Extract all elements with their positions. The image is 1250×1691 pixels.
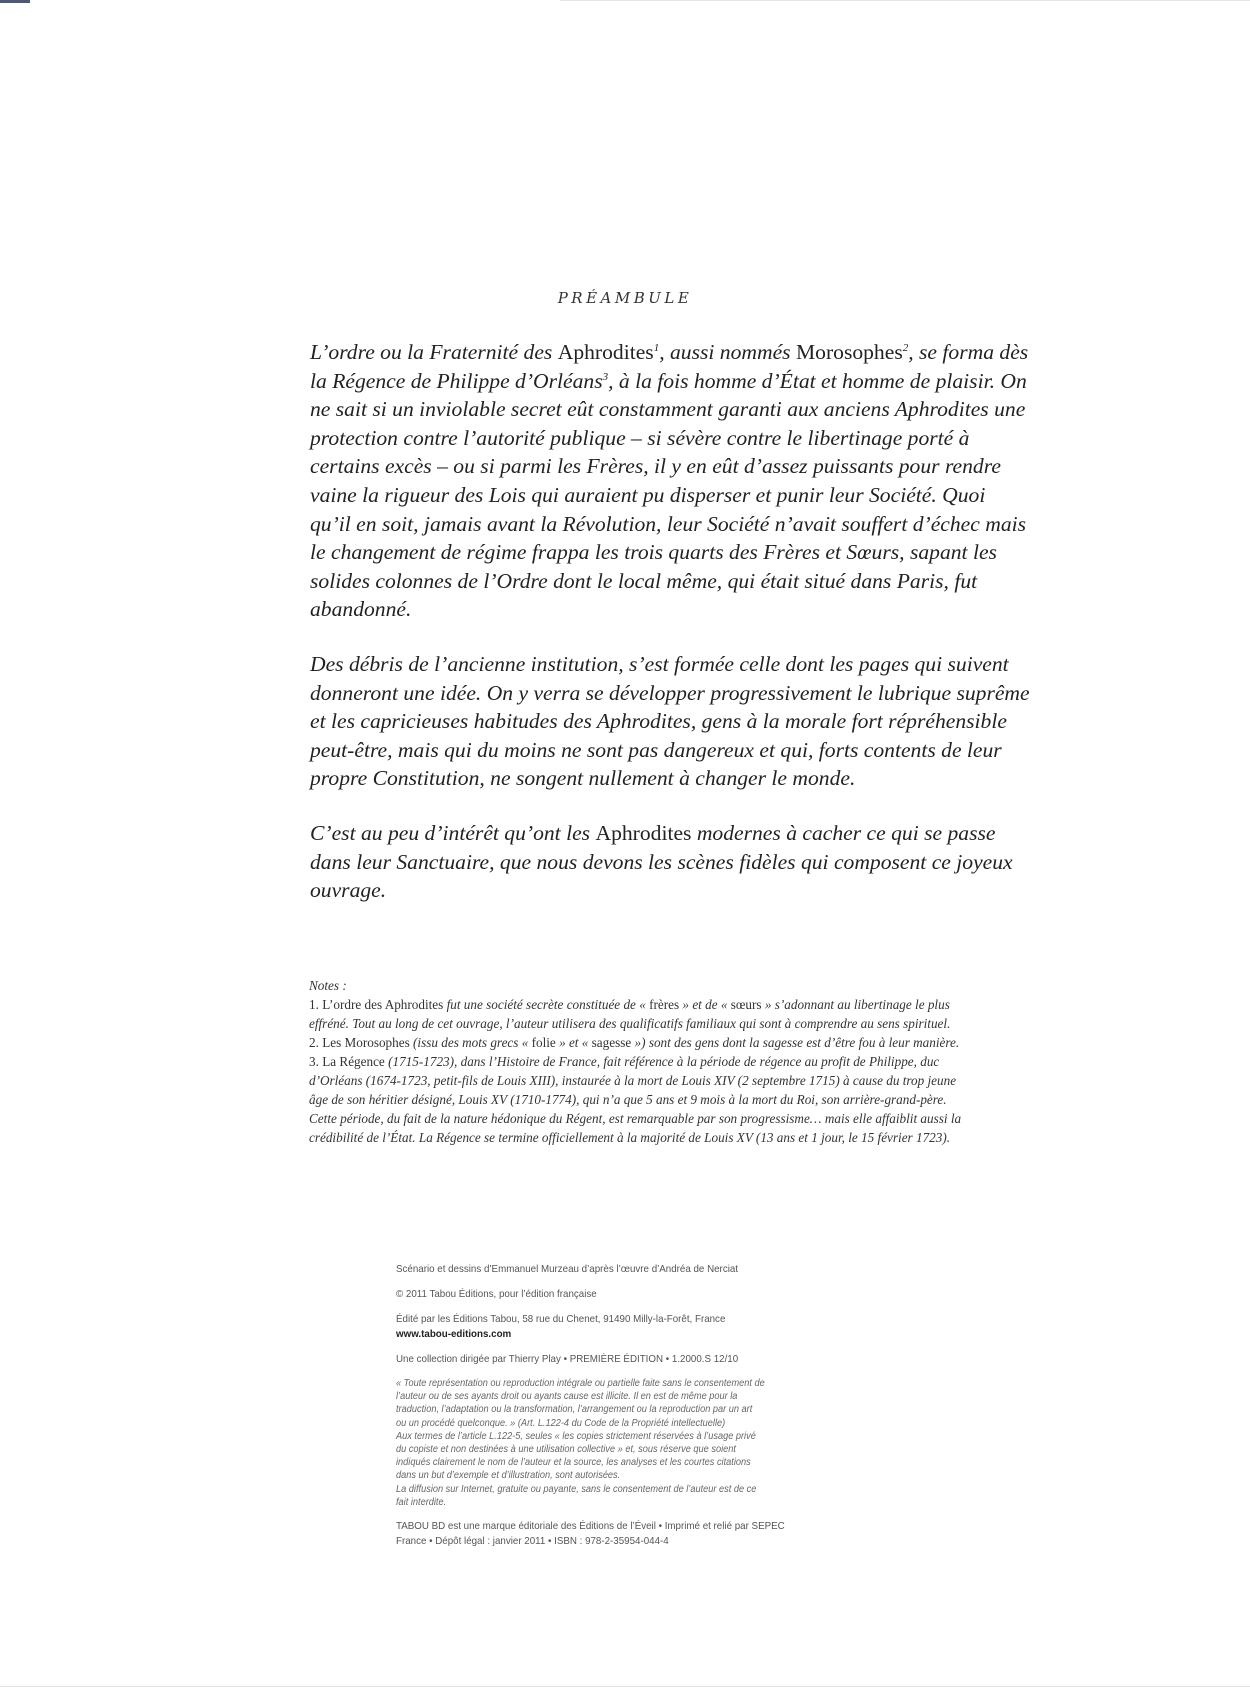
- note-3-line-4: Cette période, du fait de la nature hédonique du Régent, est remarquable par son progressisme… mais elle affaiblit aussi la: [309, 1111, 962, 1126]
- footnote-ref-3: 3: [602, 370, 609, 383]
- copyright: © 2011 Tabou Éditions, pour l’édition française: [396, 1289, 597, 1300]
- rights-line: « Toute représentation ou reproduction intégrale ou partielle faite sans le consentement de: [396, 1378, 765, 1389]
- note-2-word-folie: folie: [531, 1035, 556, 1050]
- note-1-line-1: [309, 995, 1029, 1014]
- collection-line: Une collection dirigée par Thierry Play • PREMIÈRE ÉDITION • 1.2000.S 12/10: [396, 1354, 739, 1365]
- footnotes: [309, 976, 1029, 1147]
- rights-line: indiqués clairement le nom de l’auteur et la source, les analyses et les courtes citations: [396, 1457, 751, 1469]
- p1-text-e: , se forma dès la Régence de Philippe d’Orléans: [310, 340, 1029, 393]
- p3-text-c: modernes à cacher ce qui se passe dans leur Sanctuaire, que nous devons les scènes fidèles qui composent ce joyeux ouvrage.: [310, 820, 1013, 903]
- note-2-text-f: ») sont des gens dont la sagesse est d’être fou à leur manière.: [631, 1035, 960, 1050]
- rights-line: dans un but d’exemple et d’illustration, sont autorisées.: [396, 1470, 621, 1482]
- scan-edge-line-bottom: [0, 1686, 1250, 1687]
- note-3-line-5: crédibilité de l’État. La Régence se termine officiellement à la majorité de Louis XV (13 ans et 1 jour, le 15 février 1723).: [309, 1130, 951, 1145]
- note-1-term: 1. L’ordre des Aphrodites: [309, 997, 444, 1012]
- scan-edge-line-top: [560, 0, 1250, 1]
- footnote-ref-1: 1: [653, 342, 660, 354]
- note-1-text-b: fut une société secrète constituée de «: [443, 997, 650, 1012]
- imprint: TABOU BD est une marque éditoriale des Éditions de l’Éveil • Imprimé et relié par SEPEC France • Dépôt légal : janvier 2011 • ISBN : 978-2-35954-044-4: [396, 1521, 785, 1548]
- note-2-term: 2. Les Morosophes: [309, 1035, 410, 1050]
- note-3-line-2: d’Orléans (1674-1723, petit-fils de Louis XIII), instaurée à la mort de Louis XIV (2 septembre 1715) à cause du trop jeune: [309, 1073, 957, 1088]
- preambule-paragraph-3: [310, 819, 1030, 905]
- p1-term-morosophes: Morosophes: [795, 340, 903, 364]
- note-1-word-soeurs: sœurs: [730, 997, 762, 1012]
- footnote-ref-2: 2: [902, 342, 909, 354]
- publisher-block: [396, 1312, 800, 1342]
- note-3-line-3: âge de son héritier désigné, Louis XV (1710-1774), qui n’a que 5 ans et 9 mois à la mort du Roi, son arrière-grand-père.: [309, 1092, 947, 1107]
- colophon: [396, 1262, 800, 1559]
- rights-line: l’auteur ou de ses ayants droit ou ayants cause est illicite. Il en est de même pour la: [396, 1391, 738, 1403]
- note-3-text-b: (1715-1723), dans l’Histoire de France, fait référence à la période de régence au profit de Philippe, duc: [384, 1054, 940, 1069]
- rights-line: La diffusion sur Internet, gratuite ou payante, sans le consentement de l’auteur est de ce: [396, 1483, 757, 1495]
- preambule-paragraph-2: Des débris de l’ancienne institution, s’est formée celle dont les pages qui suivent donneront une idée. On y verra se développer progressivement le lubrique suprême et les capricieuses habitudes des Aphrodites, gens à la morale fort répréhensible peut-être, mais qui du moins ne sont pas dangereux et qui, forts contents de leur propre Constitution, ne songent nullement à changer le monde.: [310, 651, 1030, 791]
- publisher-address: Édité par les Éditions Tabou, 58 rue du Chenet, 91490 Milly-la-Forêt, France: [396, 1314, 726, 1325]
- rights-line: traduction, l’adaptation ou la transformation, l’arrangement ou la reproduction par un art: [396, 1404, 753, 1416]
- note-2-text-d: » et «: [555, 1035, 592, 1050]
- rights-notice: [396, 1377, 800, 1509]
- p1-term-aphrodites: Aphrodites: [557, 340, 654, 364]
- rights-line: fait interdite.: [396, 1496, 447, 1508]
- credits: Scénario et dessins d’Emmanuel Murzeau d’après l’œuvre d’Andréa de Nerciat: [396, 1264, 739, 1275]
- rights-line: ou un procédé quelconque. » (Art. L.122-4 du Code de la Propriété intellectuelle): [396, 1417, 726, 1429]
- note-1-text-f: » s’adonnant au libertinage le plus: [761, 997, 950, 1012]
- note-1-text-d: » et de «: [679, 997, 731, 1012]
- p3-term-aphrodites: Aphrodites: [595, 820, 692, 845]
- note-2-line-1: [309, 1033, 1029, 1052]
- p1-text-f: , à la fois homme d’État et homme de plaisir. On ne sait si un inviolable secret eût constamment garanti aux anciens Aphrodites une protection contre l’autorité publique – si sévère contre le libertinage porté à certains excès – ou si parmi les Frères, il y en eût d’assez puissants pour rendre vaine la rigueur des Lois qui auraient pu disperser et punir leur Société. Quoi qu’il en soit, jamais avant la Révolution, leur Société n’avait souffert d’échec mais le changement de régime frappa les trois quarts des Frères et Sœurs, sapant les solides colonnes de l’Ordre dont le local même, qui était situé dans Paris, fut abandonné.: [310, 368, 1027, 622]
- note-1-line-2: effréné. Tout au long de cet ouvrage, l’auteur utilisera des qualificatifs familiaux qui sont à comprendre au sens spirituel.: [309, 1016, 951, 1031]
- scan-edge-mark: [0, 0, 30, 3]
- p1-text-a: L’ordre ou la Fraternité des: [310, 340, 558, 364]
- note-1-word-freres: frères: [649, 997, 680, 1012]
- preambule-body: [310, 338, 1030, 931]
- page-title: PRÉAMBULE: [557, 289, 693, 307]
- note-3-line-1: [309, 1052, 1029, 1071]
- note-2-text-b: (issu des mots grecs «: [409, 1035, 532, 1050]
- publisher-website: www.tabou-editions.com: [396, 1329, 512, 1340]
- rights-line: du copiste et non destinées à une utilisation collective » et, sous réserve que soient: [396, 1444, 736, 1456]
- notes-heading: Notes :: [309, 978, 347, 993]
- preambule-paragraph-1: [310, 338, 1030, 624]
- p1-text-c: , aussi nommés: [659, 340, 796, 364]
- rights-line: Aux termes de l’article L.122-5, seules « les copies strictement réservées à l’usage privé: [396, 1430, 756, 1442]
- note-3-term: 3. La Régence: [309, 1054, 385, 1069]
- p3-text-a: C’est au peu d’intérêt qu’ont les: [310, 820, 596, 845]
- note-2-word-sagesse: sagesse: [591, 1035, 632, 1050]
